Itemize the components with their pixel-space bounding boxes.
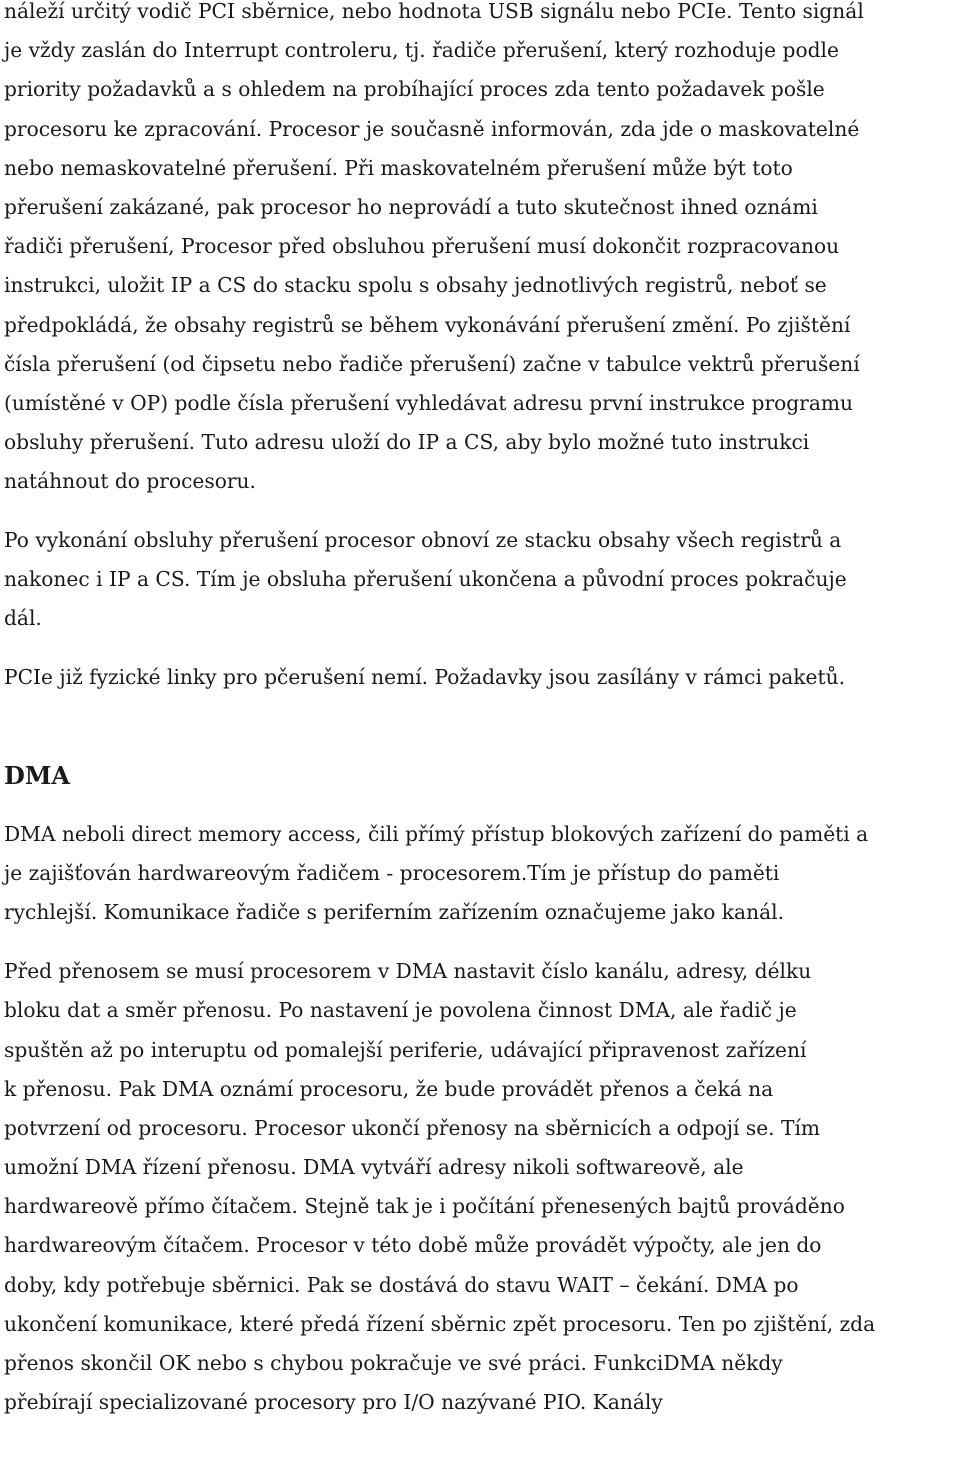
text-line: umožní DMA řízení přenosu. DMA vytváří adresy nikoli softwareově, ale xyxy=(4,1155,744,1180)
text-line: priority požadavků a s ohledem na probíhající proces zda tento požadavek pošle xyxy=(4,77,825,102)
text-line: DMA neboli direct memory access, čili přímý přístup blokových zařízení do paměti a xyxy=(4,821,869,846)
section-spacer xyxy=(4,697,956,756)
text-line: hardwareově přímo čítačem. Stejně tak je i počítání přenesených bajtů prováděno xyxy=(4,1194,845,1219)
text-line: dál. xyxy=(4,606,42,631)
section-heading-dma: DMA xyxy=(4,761,70,791)
paragraph xyxy=(4,658,956,697)
text-line: Po vykonání obsluhy přerušení procesor obnoví ze stacku obsahy všech registrů a xyxy=(4,528,842,553)
document-page xyxy=(4,0,956,1422)
text-line: přenos skončil OK nebo s chybou pokračuje ve své práci. FunkciDMA někdy xyxy=(4,1351,783,1375)
text-line: bloku dat a směr přenosu. Po nastavení je povolena činnost DMA, ale řadič je xyxy=(4,998,797,1023)
text-line: PCIe již fyzické linky pro pčerušení nemí. Požadavky jsou zasílány v rámci paketů. xyxy=(4,665,846,690)
text-line: spuštěn až po interuptu od pomalejší periferie, udávající připravenost zařízení xyxy=(4,1037,807,1062)
text-line: nakonec i IP a CS. Tím je obsluha přerušení ukončena a původní proces pokračuje xyxy=(4,567,847,592)
text-line: natáhnout do procesoru. xyxy=(4,469,256,494)
paragraph xyxy=(4,815,956,933)
text-line: (umístěné v OP) podle čísla přerušení vyhledávat adresu první instrukce programu xyxy=(4,390,854,415)
dma-section-body xyxy=(4,815,956,1422)
text-line: rychlejší. Komunikace řadiče s periferním zařízením označujeme jako kanál. xyxy=(4,900,784,925)
paragraph xyxy=(4,952,956,1422)
text-line: je zajišťován hardwareovým řadičem - procesorem.Tím je přístup do paměti xyxy=(4,861,780,886)
paragraph xyxy=(4,0,956,501)
heading-spacer xyxy=(4,795,956,815)
text-line: instrukci, uložit IP a CS do stacku spolu s obsahy jednotlivých registrů, neboť se xyxy=(4,273,827,298)
text-line: procesoru ke zpracování. Procesor je současně informován, zda jde o maskovatelné xyxy=(4,116,860,141)
text-line: předpokládá, že obsahy registrů se během vykonávání přerušení změní. Po zjištění xyxy=(4,312,851,337)
text-line: k přenosu. Pak DMA oznámí procesoru, že bude provádět přenos a čeká na xyxy=(4,1076,774,1101)
text-line: potvrzení od procesoru. Procesor ukončí přenosy na sběrnicích a odpojí se. Tím xyxy=(4,1115,821,1140)
text-line: přebírají specializované procesory pro I/O nazývané PIO. Kanály xyxy=(4,1390,663,1415)
paragraph xyxy=(4,521,956,639)
text-line: doby, kdy potřebuje sběrnici. Pak se dostává do stavu WAIT – čekání. DMA po xyxy=(4,1272,799,1297)
text-line: nebo nemaskovatelné přerušení. Při maskovatelném přerušení může být toto xyxy=(4,155,793,180)
text-line: řadiči přerušení, Procesor před obsluhou přerušení musí dokončit rozpracovanou xyxy=(4,234,840,259)
text-line: je vždy zaslán do Interrupt controleru, tj. řadiče přerušení, který rozhoduje podle xyxy=(4,38,839,63)
intro-section xyxy=(4,0,956,697)
text-line: ukončení komunikace, které předá řízení sběrnic zpět procesoru. Ten po zjištění, zda xyxy=(4,1311,876,1336)
text-line: Před přenosem se musí procesorem v DMA nastavit číslo kanálu, adresy, délku xyxy=(4,959,812,984)
text-line: přerušení zakázané, pak procesor ho neprovádí a tuto skutečnost ihned oznámi xyxy=(4,194,818,219)
text-line: čísla přerušení (od čipsetu nebo řadiče přerušení) začne v tabulce vektrů přerušení xyxy=(4,351,860,376)
text-line: náleží určitý vodič PCI sběrnice, nebo hodnota USB signálu nebo PCIe. Tento signál xyxy=(4,0,864,23)
text-line: obsluhy přerušení. Tuto adresu uloží do IP a CS, aby bylo možné tuto instrukci xyxy=(4,430,810,455)
text-line: hardwareovým čítačem. Procesor v této době může provádět výpočty, ale jen do xyxy=(4,1233,822,1258)
